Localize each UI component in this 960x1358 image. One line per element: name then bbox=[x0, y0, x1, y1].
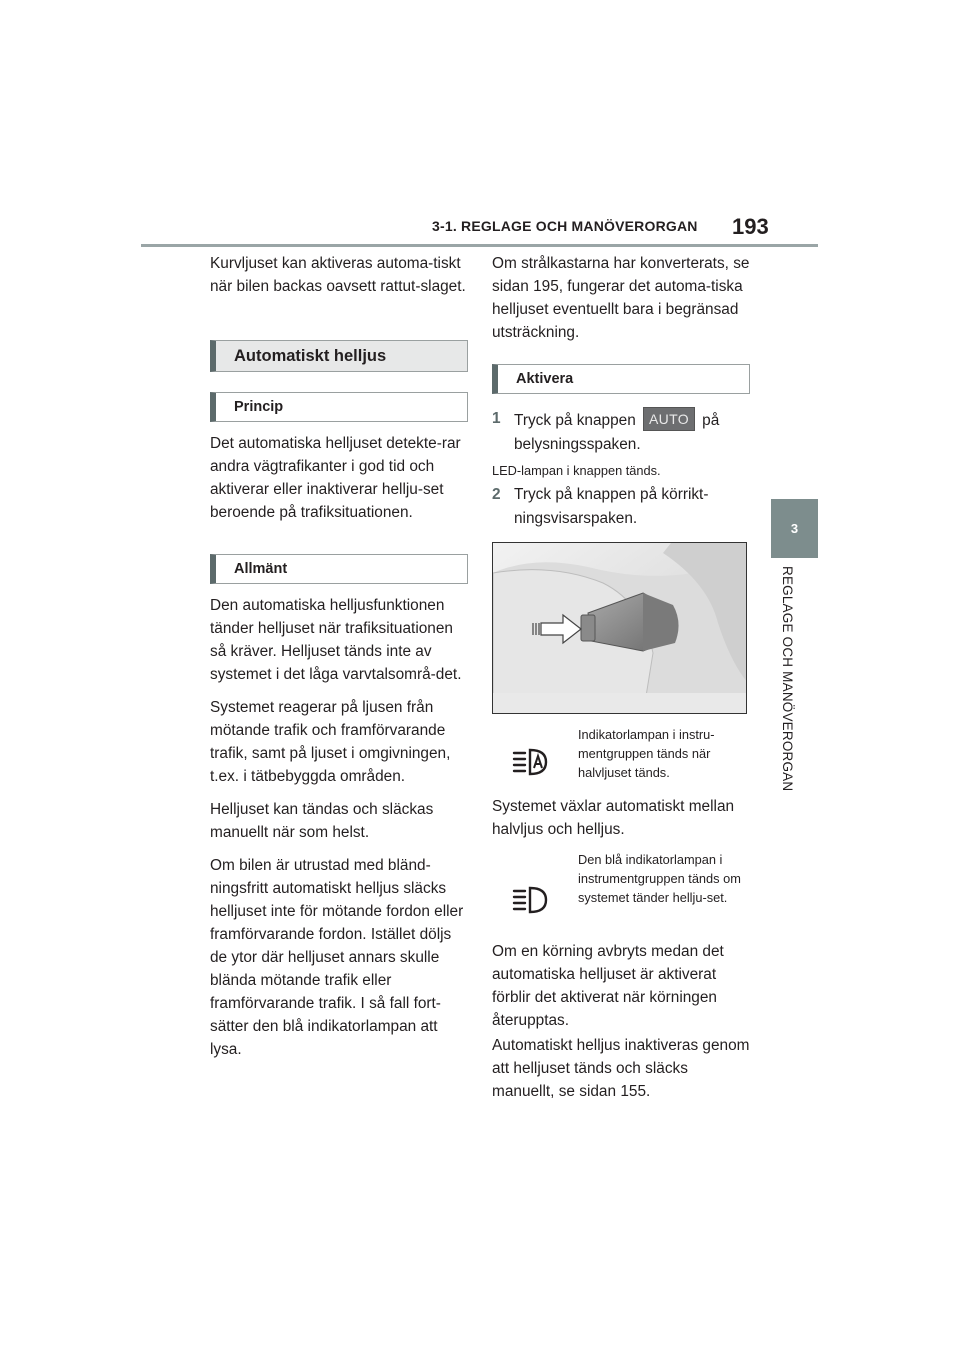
step-1 bbox=[492, 407, 750, 457]
heading-activate: Aktivera bbox=[492, 364, 750, 394]
heading-general: Allmänt bbox=[210, 554, 468, 584]
page-number: 193 bbox=[732, 214, 769, 239]
chapter-tab[interactable]: 3 bbox=[771, 499, 818, 558]
indicator-low-beam-row bbox=[492, 725, 750, 795]
switch-paragraph: Systemet växlar automatiskt mellan halvljus och helljus. bbox=[492, 798, 735, 838]
general-paragraph-3: Helljuset kan tändas och släckas manuellt när som helst. bbox=[210, 801, 434, 841]
section-title: 3-1. REGLAGE OCH MANÖVERORGAN bbox=[432, 218, 698, 234]
step-2 bbox=[492, 483, 750, 531]
indicator-high-beam-text: Den blå indikatorlampan i instrumentgruppen tänds om systemet tänder hellju-set. bbox=[578, 852, 741, 905]
indicator-low-beam-text: Indikatorlampan i instru-mentgruppen tänds när halvljuset tänds. bbox=[578, 727, 715, 780]
stalk-illustration bbox=[492, 542, 747, 714]
interrupted-drive-paragraph: Om en körning avbryts medan det automatiska helljuset är aktiverat förblir det aktiverat när körningen återupptas. bbox=[492, 943, 724, 1029]
step-2-number: 2 bbox=[492, 486, 501, 503]
general-paragraph-4: Om bilen är utrustad med bländ-ningsfritt automatiskt helljus släcks helljuset inte för mötande fordon eller framförvarande fordon. Istället döljs de ytor där helljuset annars skulle blända mötande trafik eller framförvarande trafik. I så fall fort-sätter den blå indikatorlampan att lysa. bbox=[210, 857, 464, 1058]
auto-button[interactable]: AUTO bbox=[643, 407, 695, 431]
turn-signal-stalk-illustration bbox=[493, 543, 747, 714]
step-1-text-before: Tryck på knappen bbox=[514, 412, 636, 429]
auto-low-beam-indicator-icon bbox=[512, 747, 550, 777]
step-1-number: 1 bbox=[492, 410, 501, 427]
converted-headlights-paragraph: Om strålkastarna har konverterats, se sidan 195, fungerar det automa-tiska helljuset eventuellt bara i begränsad utsträckning. bbox=[492, 255, 750, 341]
led-note: LED-lampan i knappen tänds. bbox=[492, 463, 661, 478]
general-paragraph-1: Den automatiska helljusfunktionen tänder helljuset när trafiksituationen så kräver. Helljuset tänds inte av systemet i det låga varvtalsområ-det. bbox=[210, 597, 462, 683]
step-1-text-after: på belysningsspaken. bbox=[514, 412, 720, 453]
chapter-title-vertical: REGLAGE OCH MANÖVERORGAN bbox=[780, 566, 795, 792]
principle-paragraph: Det automatiska helljuset detekte-rar andra vägtrafikanter i god tid och aktiverar eller inaktiverar hellju-set beroende på trafiksituationen. bbox=[210, 435, 461, 521]
right-column bbox=[492, 252, 750, 1112]
left-column bbox=[210, 252, 468, 1071]
heading-principle: Princip bbox=[210, 392, 468, 422]
step-1-text bbox=[514, 407, 750, 457]
header-divider bbox=[141, 244, 818, 247]
deactivate-paragraph: Automatiskt helljus inaktiveras genom att helljuset tänds och släcks manuellt, se sidan 155. bbox=[492, 1037, 750, 1100]
step-2-text: Tryck på knappen på körrikt-ningsvisarspaken. bbox=[514, 486, 709, 527]
general-paragraph-2: Systemet reagerar på ljusen från mötande trafik och framförvarande trafik, samt på ljuset i omgivningen, t.ex. i tätbebyggda områden. bbox=[210, 699, 451, 785]
high-beam-indicator-icon bbox=[512, 885, 550, 915]
intro-paragraph: Kurvljuset kan aktiveras automa-tiskt när bilen backas oavsett rattut-slaget. bbox=[210, 255, 466, 295]
indicator-high-beam-row bbox=[492, 850, 750, 935]
heading-automatic-high-beam: Automatiskt helljus bbox=[210, 340, 468, 372]
